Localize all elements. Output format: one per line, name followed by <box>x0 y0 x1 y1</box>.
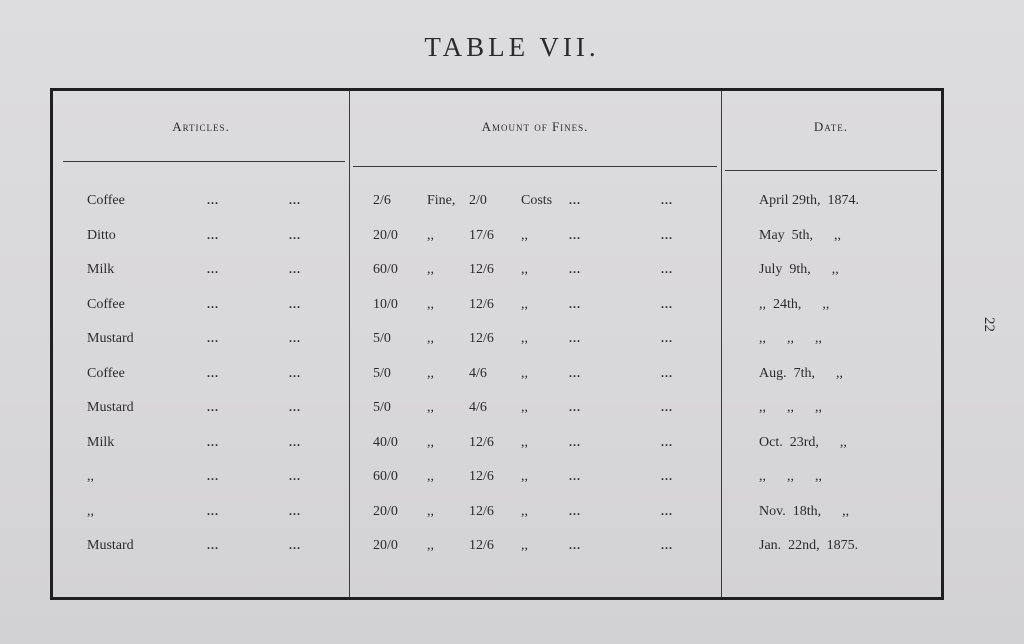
leader-dots: ... <box>569 469 581 483</box>
leader-dots: ... <box>207 434 219 449</box>
leader-dots: ... <box>569 538 581 552</box>
fine-separator: ,, <box>427 365 434 381</box>
leader-dots: ... <box>207 296 219 311</box>
leader-dots: ... <box>661 296 673 311</box>
leader-dots: ... <box>661 262 673 276</box>
date-cell: Aug. 7th, ,, <box>759 365 843 381</box>
leader-dots: ... <box>661 227 673 242</box>
costs-amount-cell: 12/6 <box>469 538 494 553</box>
leader-dots: ... <box>207 538 219 552</box>
fine-separator: ,, <box>427 538 434 553</box>
article-cell: Mustard <box>87 400 134 415</box>
header-rule-date <box>725 170 937 171</box>
leader-dots: ... <box>569 503 581 518</box>
article-cell: Milk <box>87 434 115 450</box>
leader-dots: ... <box>289 503 301 518</box>
fine-separator: ,, <box>427 400 434 415</box>
page-number: 22 <box>981 317 997 332</box>
costs-amount-cell: 12/6 <box>469 296 494 312</box>
leader-dots: ... <box>661 331 673 345</box>
costs-separator: ,, <box>521 227 528 243</box>
fine-separator: ,, <box>427 331 434 346</box>
fine-separator: ,, <box>427 503 434 519</box>
table-row <box>53 366 941 400</box>
table-row <box>53 228 941 262</box>
fine-amount-cell: 20/0 <box>373 503 398 519</box>
costs-amount-cell: 12/6 <box>469 434 494 450</box>
article-cell: Mustard <box>87 538 134 553</box>
costs-amount-cell: 12/6 <box>469 262 494 277</box>
leader-dots: ... <box>569 365 581 380</box>
costs-separator: ,, <box>521 434 528 450</box>
fine-separator: ,, <box>427 469 434 484</box>
fine-amount-cell: 2/6 <box>373 193 391 208</box>
date-cell: ,, ,, ,, <box>759 469 822 484</box>
table-row <box>53 469 941 503</box>
fine-amount-cell: 20/0 <box>373 227 398 243</box>
table-title: TABLE VII. <box>424 32 600 62</box>
leader-dots: ... <box>661 434 673 449</box>
date-cell: May 5th, ,, <box>759 227 842 243</box>
leader-dots: ... <box>661 400 673 414</box>
table-row <box>53 262 941 296</box>
header-rule-articles <box>63 161 345 162</box>
header-articles: Articles. <box>172 119 230 134</box>
fine-amount-cell: 40/0 <box>373 434 398 450</box>
costs-amount-cell: 4/6 <box>469 400 487 415</box>
fine-amount-cell: 10/0 <box>373 296 398 312</box>
table-row <box>53 504 941 538</box>
table-row <box>53 538 941 572</box>
costs-separator: ,, <box>521 400 528 415</box>
leader-dots: ... <box>569 193 581 207</box>
article-cell: Ditto <box>87 227 116 243</box>
leader-dots: ... <box>207 193 219 207</box>
date-cell: Jan. 22nd, 1875. <box>759 538 859 553</box>
costs-amount-cell: 12/6 <box>469 503 494 519</box>
costs-separator: ,, <box>521 538 528 553</box>
header-amount-of-fines: Amount of Fines. <box>481 119 589 134</box>
leader-dots: ... <box>289 227 301 242</box>
header-rule-amount <box>353 166 717 167</box>
leader-dots: ... <box>289 469 301 483</box>
article-cell: Coffee <box>87 365 125 381</box>
leader-dots: ... <box>569 227 581 242</box>
costs-amount-cell: 12/6 <box>469 331 494 346</box>
leader-dots: ... <box>289 296 301 311</box>
costs-separator: ,, <box>521 296 528 312</box>
leader-dots: ... <box>289 400 301 414</box>
leader-dots: ... <box>289 538 301 552</box>
fine-amount-cell: 5/0 <box>373 365 391 381</box>
table-row <box>53 331 941 365</box>
costs-separator: ,, <box>521 331 528 346</box>
article-cell: Coffee <box>87 296 125 312</box>
leader-dots: ... <box>207 503 219 518</box>
leader-dots: ... <box>569 331 581 345</box>
leader-dots: ... <box>569 296 581 311</box>
article-cell: Milk <box>87 262 115 277</box>
article-cell: ,, <box>87 469 94 484</box>
date-cell: July 9th, ,, <box>759 262 839 277</box>
leader-dots: ... <box>661 503 673 518</box>
leader-dots: ... <box>289 262 301 276</box>
fines-table <box>50 88 944 600</box>
costs-amount-cell: 17/6 <box>469 227 494 243</box>
article-cell: Coffee <box>87 193 125 208</box>
fine-separator: ,, <box>427 262 434 277</box>
leader-dots: ... <box>569 400 581 414</box>
costs-separator: ,, <box>521 262 528 277</box>
leader-dots: ... <box>661 365 673 380</box>
leader-dots: ... <box>207 227 219 242</box>
leader-dots: ... <box>569 262 581 276</box>
leader-dots: ... <box>207 469 219 483</box>
leader-dots: ... <box>661 193 673 207</box>
leader-dots: ... <box>661 538 673 552</box>
date-cell: April 29th, 1874. <box>759 193 859 208</box>
leader-dots: ... <box>207 331 219 345</box>
leader-dots: ... <box>289 365 301 380</box>
date-cell: ,, ,, ,, <box>759 331 822 346</box>
leader-dots: ... <box>289 193 301 207</box>
table-row <box>53 297 941 331</box>
leader-dots: ... <box>289 331 301 345</box>
costs-separator: ,, <box>521 503 528 519</box>
date-cell: Oct. 23rd, ,, <box>759 434 847 450</box>
article-cell: ,, <box>87 503 94 519</box>
table-row <box>53 435 941 469</box>
leader-dots: ... <box>661 469 673 483</box>
date-cell: ,, 24th, ,, <box>759 296 830 312</box>
fine-separator: Fine, <box>427 193 456 208</box>
table-row <box>53 193 941 227</box>
fine-amount-cell: 60/0 <box>373 262 398 277</box>
costs-amount-cell: 2/0 <box>469 193 487 208</box>
fine-amount-cell: 60/0 <box>373 469 398 484</box>
costs-separator: Costs <box>521 193 553 208</box>
fine-amount-cell: 5/0 <box>373 331 391 346</box>
fine-amount-cell: 5/0 <box>373 400 391 415</box>
fine-separator: ,, <box>427 227 434 243</box>
date-cell: Nov. 18th, ,, <box>759 503 850 519</box>
table-row <box>53 400 941 434</box>
costs-separator: ,, <box>521 365 528 381</box>
date-cell: ,, ,, ,, <box>759 400 822 415</box>
costs-amount-cell: 4/6 <box>469 365 487 381</box>
fine-amount-cell: 20/0 <box>373 538 398 553</box>
article-cell: Mustard <box>87 331 134 346</box>
fine-separator: ,, <box>427 434 434 450</box>
leader-dots: ... <box>207 365 219 380</box>
fine-separator: ,, <box>427 296 434 312</box>
costs-amount-cell: 12/6 <box>469 469 494 484</box>
header-date: Date. <box>813 119 849 134</box>
leader-dots: ... <box>289 434 301 449</box>
leader-dots: ... <box>207 400 219 414</box>
leader-dots: ... <box>207 262 219 276</box>
costs-separator: ,, <box>521 469 528 484</box>
leader-dots: ... <box>569 434 581 449</box>
